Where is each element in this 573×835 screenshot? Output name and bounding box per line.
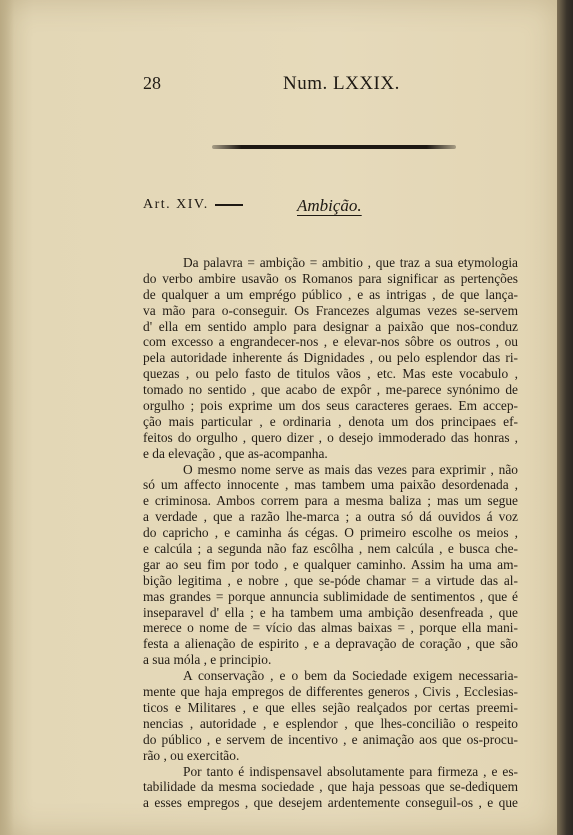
text-line: feitos do orgulho , quero dizer , o desejo immoderado das honras ,	[143, 429, 518, 445]
text-line: a sua móla , e principio.	[143, 652, 272, 668]
text-line: Por tanto é indispensavel absolutamente para firmeza , e es-	[183, 763, 518, 779]
text-line: mas grandes = porque annuncia sublimidade de sentimentos , que é	[143, 588, 518, 604]
header-rule	[212, 145, 456, 149]
text-line: bição legitima , e nobre , que se-póde chamar = a virtude das al-	[143, 572, 518, 588]
text-line: nencias , autoridade , e esplendor , que lhes-concilião o respeito	[143, 715, 518, 731]
page-spine-shadow	[0, 0, 14, 835]
text-line: d' ella em sentido amplo para designar a paixão que nos-conduz	[143, 318, 518, 334]
text-line: e da elevação , que as-acompanha.	[143, 445, 328, 461]
text-line: A conservação , e o bem da Sociedade exigem necessaria-	[183, 668, 518, 684]
text-line: tomado no sentido , que acabo de expôr , me-parece synónimo de	[143, 382, 518, 398]
text-line: com excesso a engrandecer-nos , e elevar-nos sôbre os outros , ou	[143, 334, 518, 350]
text-line: e calcúla ; a segunda não faz escôlha , nem calcúla , e busca che-	[143, 541, 518, 557]
text-line: va mão para o-conseguir. Os Francezes algumas vezes se-servem	[143, 302, 518, 318]
text-line: do público , e servem de incentivo , e animação aos que os-procu-	[143, 731, 518, 747]
text-line: gar ao seu fim por todo , e qualquer caminho. Assim ha uma am-	[143, 556, 518, 572]
text-line: ção mais particular , e ordinaria , denota um dos principaes ef-	[143, 413, 518, 429]
text-line: pela autoridade inherente ás Dignidades , ou pelo esplendor das ri-	[143, 350, 518, 366]
text-line: de qualquer a um emprégo público , e as intrigas , de que lança-	[143, 286, 518, 302]
text-line: rão , ou exercitão.	[143, 747, 240, 763]
article-title: Ambição.	[297, 196, 362, 215]
page-number: 28	[143, 73, 161, 93]
text-line: merece o nome de = vício das almas baixas = , porque ella mani-	[143, 620, 518, 636]
text-line: inseparavel d' ella ; e ha tambem uma ambição desenfreada , que	[143, 604, 518, 620]
text-line: ticos e Militares , e que elles sejão realçados por certas preemi-	[143, 699, 518, 715]
text-line: quezas , ou pelo fasto de titulos vãos , etc. Mas este vocabulo ,	[143, 366, 518, 382]
article-body	[143, 255, 518, 811]
text-line: do verbo ambire usavão os Romanos para significar as pertenções	[143, 270, 518, 286]
text-line: do capricho , e caminha ás cégas. O primeiro escolhe os meios ,	[143, 525, 518, 541]
text-line: a verdade , que a razão lhe-marca ; a outra só dá ouvidos á voz	[143, 509, 518, 525]
text-line: e criminosa. Ambos correm para a mesma baliza ; mas um segue	[143, 493, 518, 509]
running-head: Num. LXXIX.	[283, 73, 400, 94]
text-line: orgulho ; pois exprime um dos seus caracteres geraes. Em accep-	[143, 398, 518, 414]
text-line: festa a alienação de espirito , e a depravação de coração , que são	[143, 636, 518, 652]
article-label	[143, 197, 243, 213]
text-line: O mesmo nome serve as mais das vezes para exprimir , não	[183, 461, 518, 477]
text-line: tabilidade da mesma sociedade , que haja pessoas que se-dediquem	[143, 779, 518, 795]
text-line: só um affecto innocente , mas tambem uma paixão desordenada ,	[143, 477, 518, 493]
article-label-text: Art. XIV.	[143, 197, 209, 212]
book-edge	[557, 0, 573, 835]
article-dash	[215, 204, 243, 206]
text-line: Da palavra = ambição = ambitio , que traz a sua etymologia	[183, 255, 518, 270]
text-line: mente que haja empregos de differentes generos , Civis , Ecclesias-	[143, 684, 518, 700]
text-line: a esses empregos , que desejem ardentemente conseguil-os , e que	[143, 795, 518, 811]
